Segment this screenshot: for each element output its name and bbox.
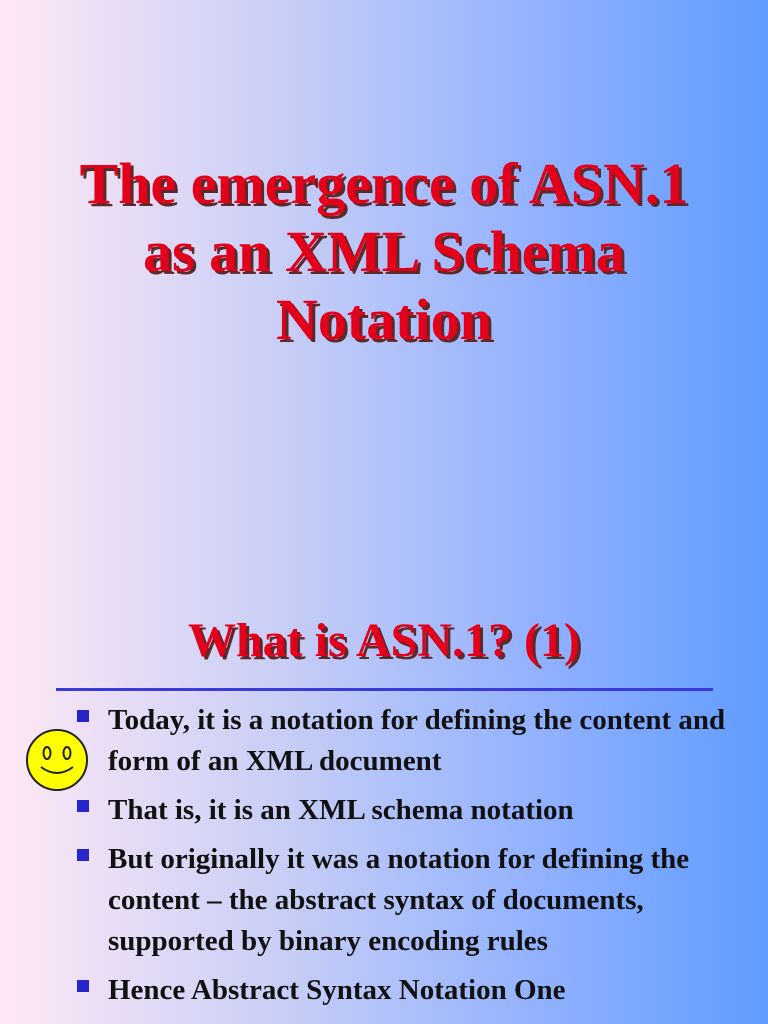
slide-title-line-2: as an XML Schema — [143, 219, 625, 284]
bullet-item-1 — [76, 700, 726, 782]
square-bullet-icon — [77, 710, 89, 722]
slide-title-line-1: The emergence of ASN.1 — [79, 151, 689, 216]
slide-title-line-3: Notation — [276, 287, 492, 352]
bullet-item-3 — [76, 839, 726, 962]
section-heading: What is ASN.1? (1) — [187, 614, 581, 667]
bullet-text-2: That is, it is an XML schema notation — [108, 794, 574, 826]
heading-divider — [56, 688, 713, 691]
bullet-item-4 — [76, 970, 726, 1011]
square-bullet-icon — [77, 800, 89, 812]
bullet-text-1: Today, it is a notation for defining the content and form of an XML document — [108, 704, 726, 777]
bullet-item-2 — [76, 790, 726, 831]
square-bullet-icon — [77, 980, 89, 992]
bullet-text-4: Hence Abstract Syntax Notation One — [108, 974, 566, 1006]
slide-title — [40, 150, 728, 354]
square-bullet-icon — [77, 849, 89, 861]
bullet-text-3: But originally it was a notation for defining the content – the abstract syntax of documents, supported by binary encoding rules — [108, 843, 690, 957]
bullet-list — [76, 700, 726, 1019]
